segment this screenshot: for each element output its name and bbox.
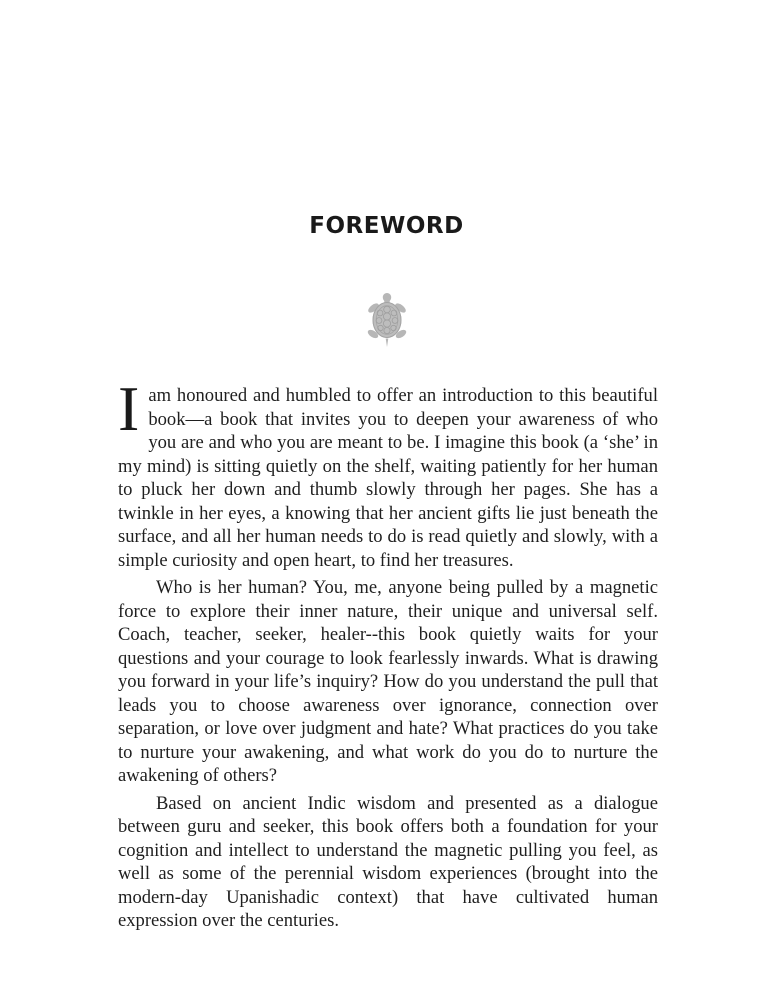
paragraph-2: Who is her human? You, me, anyone being pulled by a magnetic force to explore their inner nature, their unique and universal self. Coach, teacher, seeker, healer--this book quietly waits for your questions and your courage to look fearlessly inwards. What is drawing you forward in your life’s inquiry? How do you understand the pull that leads you to choose awareness over ignorance, connection over separation, or love over judgment and hate? What practices do you take to nurture your awakening, and what work do you do to nurture the awakening of others? — [118, 577, 658, 786]
paragraph-1-text: am honoured and humbled to offer an introduction to this beautiful book—a book that invites you to deepen your awareness of who you are and who you are meant to be. I imagine this book (a ‘she’ in my mind) is sitting quietly on the shelf, waiting patiently for her human to pluck her down and thumb slowly through her pages. She has a twinkle in her eyes, a knowing that her ancient gifts lie just beneath the surface, and all her human needs to do is read quietly and slowly, with a simple curiosity and open heart, to find her treasures. — [118, 385, 658, 571]
page-title: FOREWORD — [309, 213, 464, 239]
paragraph-3: Based on ancient Indic wisdom and presented as a dialogue between guru and seeker, this book offers both a foundation for your cognition and intellect to understand the magnetic pulling you feel, as well as some of the perennial wisdom experiences (brought into the modern-day Upanishadic context) that have cultivated human expression over the centuries. — [118, 792, 658, 931]
foreword-body — [118, 373, 658, 933]
turtle-ornament-icon — [0, 292, 773, 348]
drop-cap: I — [118, 373, 140, 444]
paragraph-1 — [118, 373, 658, 572]
